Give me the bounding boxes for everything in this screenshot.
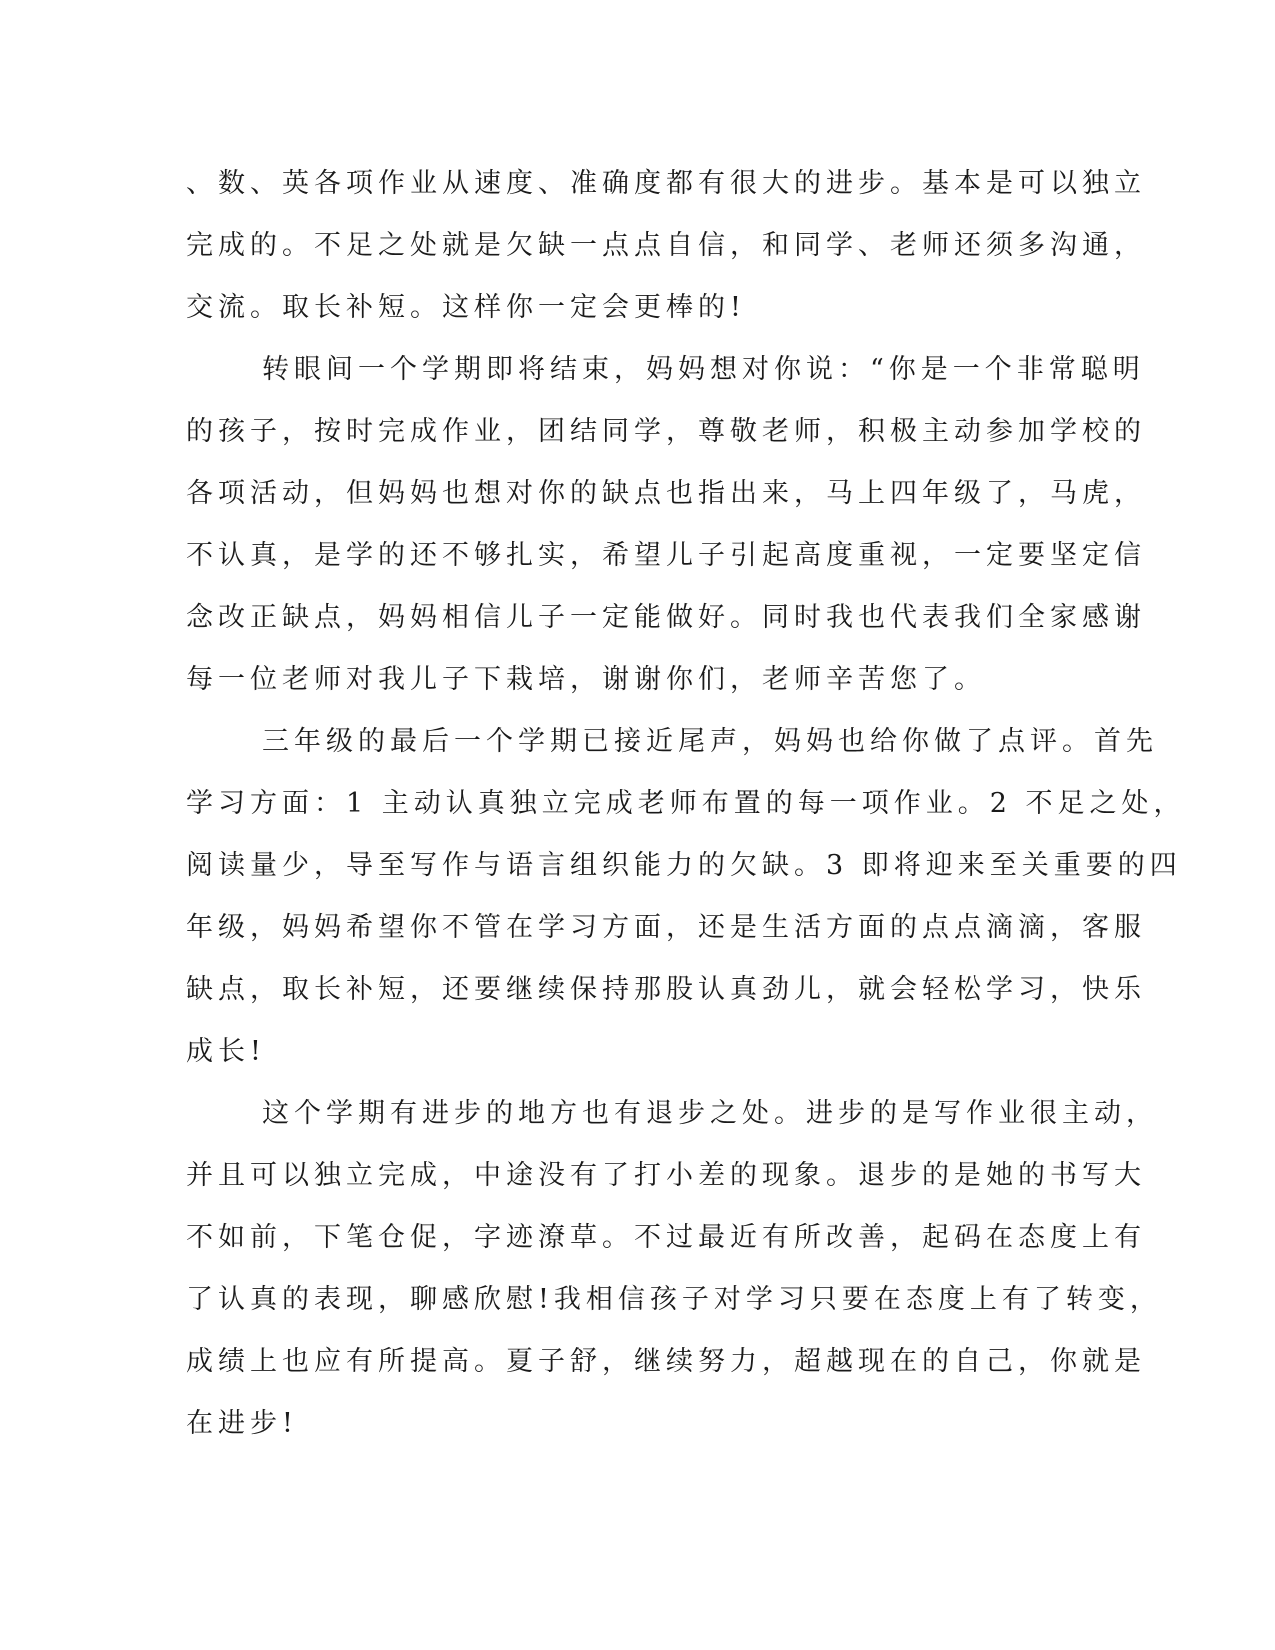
text-line: 这个学期有进步的地方也有退步之处。进步的是写作业很主动， [262, 1098, 1158, 1129]
text-line: 三年级的最后一个学期已接近尾声，妈妈也给你做了点评。首先 [262, 726, 1158, 757]
text-line: 完成的。不足之处就是欠缺一点点自信，和同学、老师还须多沟通， [186, 230, 1146, 261]
paragraph-2 [186, 339, 1146, 711]
text-line: 、数、英各项作业从速度、准确度都有很大的进步。基本是可以独立 [186, 168, 1146, 199]
paragraph-1 [186, 153, 1146, 339]
text-line: 并且可以独立完成，中途没有了打小差的现象。退步的是她的书写大 [186, 1160, 1146, 1191]
text-line: 成绩上也应有所提高。夏子舒，继续努力，超越现在的自己，你就是 [186, 1346, 1146, 1377]
text-line: 的孩子，按时完成作业，团结同学，尊敬老师，积极主动参加学校的 [186, 416, 1146, 447]
text-line: 年级，妈妈希望你不管在学习方面，还是生活方面的点点滴滴，客服 [186, 912, 1146, 943]
text-line: 念改正缺点，妈妈相信儿子一定能做好。同时我也代表我们全家感谢 [186, 602, 1146, 633]
text-line: 缺点，取长补短，还要继续保持那股认真劲儿，就会轻松学习，快乐 [186, 974, 1146, 1005]
text-line: 阅读量少，导至写作与语言组织能力的欠缺。3 即将迎来至关重要的四 [186, 850, 1182, 881]
text-line: 每一位老师对我儿子下栽培，谢谢你们，老师辛苦您了。 [186, 664, 986, 695]
text-line: 学习方面：1 主动认真独立完成老师布置的每一项作业。2 不足之处， [186, 788, 1186, 819]
text-line: 各项活动，但妈妈也想对你的缺点也指出来，马上四年级了，马虎， [186, 478, 1146, 509]
text-line: 在进步! [186, 1408, 298, 1439]
paragraph-3 [186, 711, 1186, 1083]
text-line: 转眼间一个学期即将结束，妈妈想对你说：“你是一个非常聪明 [262, 354, 1145, 385]
paragraph-4 [186, 1083, 1162, 1455]
text-line: 不如前，下笔仓促，字迹潦草。不过最近有所改善，起码在态度上有 [186, 1222, 1146, 1253]
text-line: 了认真的表现，聊感欣慰!我相信孩子对学习只要在态度上有了转变， [186, 1284, 1162, 1315]
text-line: 成长! [186, 1036, 266, 1067]
body-text [186, 153, 1186, 1455]
text-line: 交流。取长补短。这样你一定会更棒的! [186, 292, 746, 323]
text-line: 不认真，是学的还不够扎实，希望儿子引起高度重视，一定要坚定信 [186, 540, 1146, 571]
